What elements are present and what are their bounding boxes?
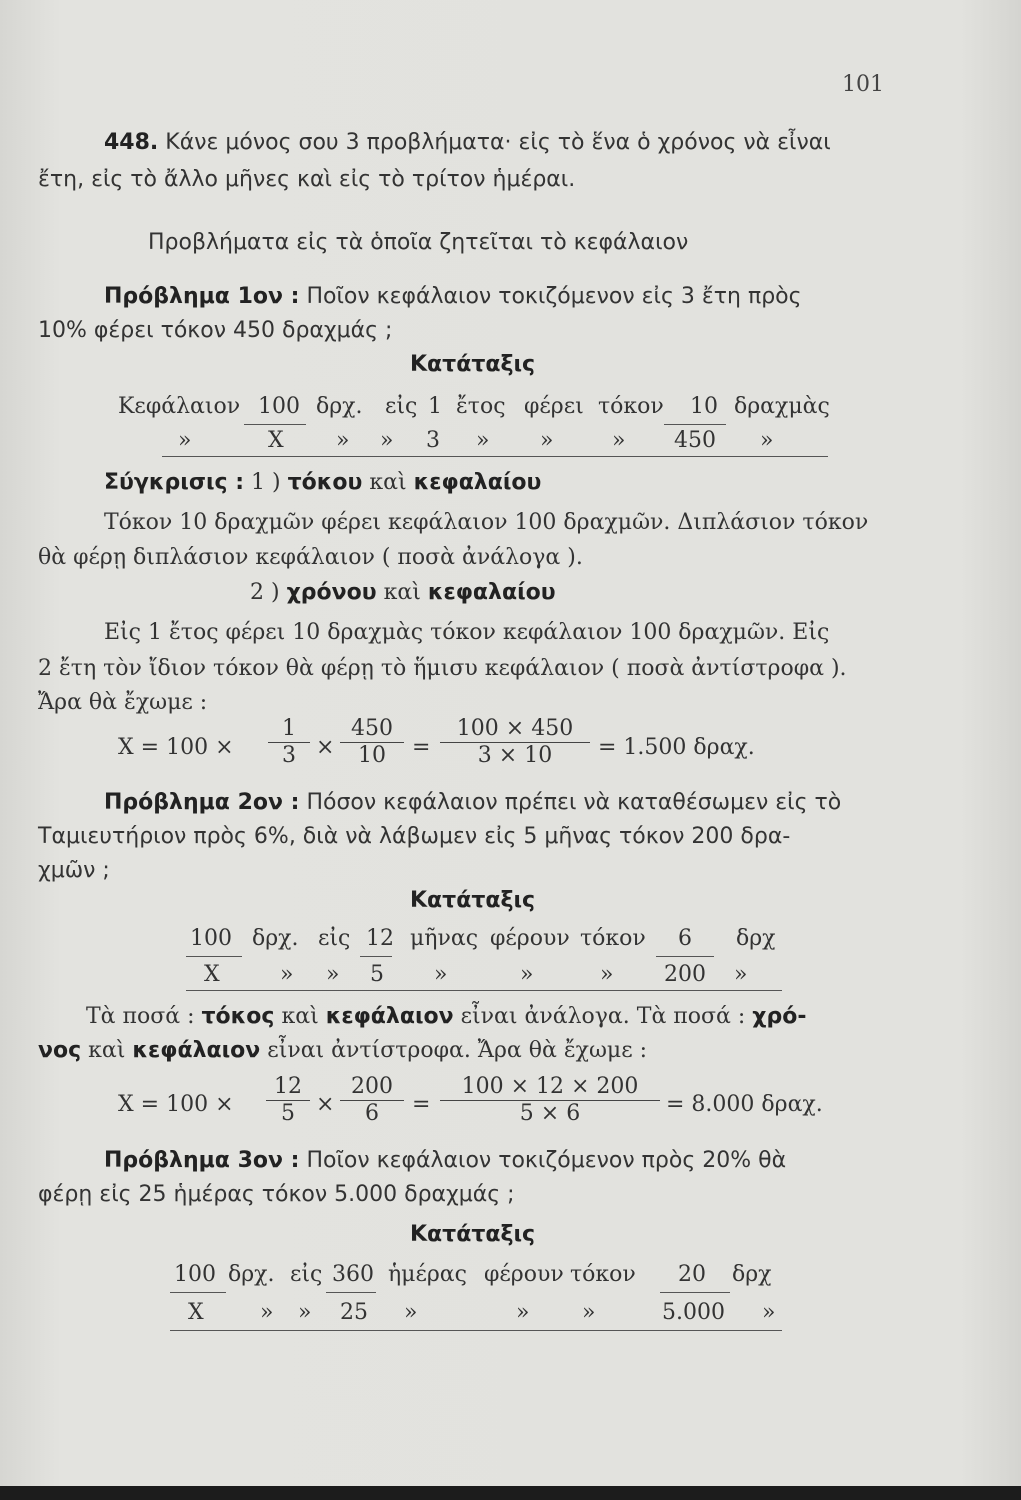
problem3-label: Πρόβλημα 3ον :: [104, 1148, 300, 1173]
p1-row2-c2: »: [336, 428, 350, 453]
p3-row2-c7: 5.000: [662, 1300, 725, 1325]
p2-expl-t2: εἶναι ἀνάλογα. Τὰ ποσά :: [460, 1004, 746, 1029]
scan-edge: [0, 1486, 1021, 1500]
p1-row1-c9: δραχμὰς: [734, 394, 830, 419]
f2-fraction-1: [266, 1074, 310, 1127]
p1-row2-c1: X: [268, 428, 284, 453]
p1-row2-c6: »: [540, 428, 554, 453]
problem1-label: Πρόβλημα 1ον :: [104, 284, 300, 309]
p1-row1-c0: Κεφάλαιον: [118, 394, 241, 419]
f2-frac1-num: 12: [266, 1074, 310, 1101]
p2-row2-c1: »: [280, 962, 294, 987]
p2-fraction-bar-3: [656, 956, 714, 957]
p2-fraction-bar-2: [360, 956, 392, 957]
p1-row2-c0: »: [178, 428, 192, 453]
p2-row1-c3: 12: [366, 926, 394, 951]
problem3-text-1: Ποῖον κεφάλαιον τοκιζόμενον πρὸς 20% θὰ: [306, 1148, 787, 1173]
p1-para-3: Εἰς 1 ἔτος φέρει 10 δραχμὰς τόκον κεφάλαιον 100 δραχμῶν. Εἰς: [104, 620, 830, 645]
synkrisis-tokou: τόκου: [287, 470, 363, 495]
synkrisis-2-num: 2 ): [250, 580, 280, 605]
synkrisis-kai-1: καὶ: [369, 470, 407, 495]
p3-row1-c1: δρχ.: [228, 1262, 275, 1287]
p3-fraction-bar-1: [170, 1292, 226, 1293]
p1-para-5: Ἄρα θὰ ἔχωμε :: [38, 690, 208, 715]
p2-row1-c0: 100: [190, 926, 232, 951]
p2-expl-nos: νος: [38, 1038, 82, 1063]
synkrisis-kefalaiou-2: κεφαλαίου: [427, 580, 556, 605]
p2-row2-c6: »: [600, 962, 614, 987]
p2-table-rule: [186, 990, 782, 991]
f2-times: ×: [316, 1092, 335, 1117]
p2-expl-t3: εἶναι ἀντίστροφα. Ἄρα θὰ ἔχωμε :: [267, 1038, 648, 1063]
p2-row2-c7: 200: [664, 962, 706, 987]
f1-fraction-1: [268, 716, 310, 769]
p3-table-rule: [170, 1330, 782, 1331]
p2-row1-c5: φέρουν: [490, 926, 570, 951]
p2-expl-tokos: τόκος: [201, 1004, 275, 1029]
p2-expl-line2: [38, 1038, 647, 1063]
p3-row1-c2: εἰς: [290, 1262, 323, 1287]
p2-row1-c2: εἰς: [318, 926, 351, 951]
p1-fraction-bar-2: [664, 424, 726, 425]
f2-fraction-3: [440, 1074, 660, 1127]
synkrisis-chronou: χρόνου: [286, 580, 377, 605]
p1-para-4: 2 ἔτη τὸν ἴδιον τόκον θὰ φέρῃ τὸ ἥμισυ κεφάλαιον ( ποσὰ ἀντίστροφα ).: [38, 656, 847, 681]
problem1-text-1: Ποῖον κεφάλαιον τοκιζόμενον εἰς 3 ἔτη πρὸς: [306, 284, 802, 309]
p1-row2-c7: »: [612, 428, 626, 453]
p2-row2-c4: »: [434, 962, 448, 987]
problem2-line3: χμῶν ;: [38, 858, 110, 883]
synkrisis-2-line: [250, 580, 556, 605]
p1-para-1: Τόκον 10 δραχμῶν φέρει κεφάλαιον 100 δραχμῶν. Διπλάσιον τόκον: [104, 510, 869, 535]
synkrisis-1-line: [104, 470, 541, 495]
f1-frac3-num: 100 × 450: [440, 716, 590, 743]
p1-table-rule: [162, 456, 828, 457]
p1-row2-c9: »: [760, 428, 774, 453]
p2-expl-t1: Τὰ ποσά :: [86, 1004, 195, 1029]
p1-row1-c8: 10: [690, 394, 718, 419]
f1-times: ×: [316, 735, 335, 760]
p1-row1-c1: 100: [258, 394, 300, 419]
p1-para-2: θὰ φέρῃ διπλάσιον κεφάλαιον ( ποσὰ ἀνάλογα ).: [38, 545, 583, 570]
p2-row1-c8: δρχ: [736, 926, 776, 951]
p2-row1-c1: δρχ.: [252, 926, 299, 951]
p3-row2-c6: »: [582, 1300, 596, 1325]
problem2-line2: Ταμιευτήριον πρὸς 6%, διὰ νὰ λάβωμεν εἰς 5 μῆνας τόκον 200 δρα-: [38, 824, 791, 849]
f2-eq: =: [412, 1092, 431, 1117]
p1-row2-c8: 450: [674, 428, 716, 453]
p1-row1-c7: τόκον: [598, 394, 664, 419]
section-heading: Προβλήματα εἰς τὰ ὁποῖα ζητεῖται τὸ κεφάλαιον: [148, 230, 689, 255]
p3-row2-c2: »: [298, 1300, 312, 1325]
p2-expl-kefalaion-1: κεφάλαιον: [325, 1004, 454, 1029]
p1-row1-c4: 1: [428, 394, 442, 419]
p3-row2-c1: »: [260, 1300, 274, 1325]
synkrisis-kai-2: καὶ: [383, 580, 421, 605]
exercise-number: 448.: [104, 130, 159, 155]
synkrisis-kefalaiou-1: κεφαλαίου: [413, 470, 542, 495]
p2-row1-c7: 6: [678, 926, 692, 951]
f1-frac3-den: 3 × 10: [477, 743, 553, 768]
p2-row2-c3: 5: [370, 962, 384, 987]
synkrisis-label: Σύγκρισις :: [104, 470, 245, 495]
exercise-448-line2: ἔτη, εἰς τὸ ἄλλο μῆνες καὶ εἰς τὸ τρίτον ἡμέραι.: [38, 167, 576, 192]
p3-row1-c4: ἡμέρας: [388, 1262, 467, 1287]
page-number: 101: [842, 72, 884, 97]
p3-row1-c7: 20: [678, 1262, 706, 1287]
exercise-text-1: Κάνε μόνος σου 3 προβλήματα· εἰς τὸ ἕνα ὁ χρόνος νὰ εἶναι: [165, 130, 831, 155]
p2-row1-c4: μῆνας: [410, 926, 479, 951]
f1-frac1-den: 3: [282, 743, 296, 768]
p1-row2-c4: 3: [426, 428, 440, 453]
p1-row1-c3: εἰς: [385, 394, 418, 419]
problem3-katataxis: Κατάταξις: [410, 1222, 536, 1247]
p3-fraction-bar-2: [326, 1292, 376, 1293]
p3-row2-c0: X: [188, 1300, 204, 1325]
p3-row1-c6: τόκον: [570, 1262, 636, 1287]
p2-expl-kai-1: καὶ: [281, 1004, 319, 1029]
problem3-line1: [104, 1148, 786, 1173]
p2-row2-c5: »: [520, 962, 534, 987]
f2-lhs: X = 100 ×: [118, 1092, 234, 1117]
f1-result: = 1.500 δραχ.: [598, 735, 755, 760]
p2-expl-kefalaion-2: κεφάλαιον: [132, 1038, 261, 1063]
p3-row2-c5: »: [516, 1300, 530, 1325]
p1-row1-c2: δρχ.: [316, 394, 363, 419]
f1-frac2-num: 450: [340, 716, 404, 743]
f1-fraction-3: [440, 716, 590, 769]
p2-expl-chro: χρό-: [752, 1004, 807, 1029]
f1-frac2-den: 10: [358, 743, 386, 768]
f1-frac1-num: 1: [268, 716, 310, 743]
f1-fraction-2: [340, 716, 404, 769]
p3-fraction-bar-3: [660, 1292, 730, 1293]
p3-row1-c5: φέρουν: [484, 1262, 564, 1287]
problem1-katataxis: Κατάταξις: [410, 352, 536, 377]
problem2-katataxis: Κατάταξις: [410, 888, 536, 913]
problem2-line1: [104, 790, 841, 815]
p3-row1-c3: 360: [332, 1262, 374, 1287]
p2-row1-c6: τόκον: [580, 926, 646, 951]
p1-row1-c5: ἔτος: [456, 394, 506, 419]
f2-frac2-den: 6: [365, 1101, 379, 1126]
p3-row2-c3: 25: [340, 1300, 368, 1325]
exercise-448-line1: [104, 130, 831, 155]
problem2-text-1: Πόσον κεφάλαιον πρέπει νὰ καταθέσωμεν εἰς τὸ: [306, 790, 842, 815]
f2-frac3-num: 100 × 12 × 200: [440, 1074, 660, 1101]
p2-row2-c8: »: [734, 962, 748, 987]
problem1-line2: 10% φέρει τόκον 450 δραχμάς ;: [38, 318, 393, 343]
p3-row2-c8: »: [762, 1300, 776, 1325]
problem2-label: Πρόβλημα 2ον :: [104, 790, 300, 815]
p1-row1-c6: φέρει: [524, 394, 584, 419]
p1-row2-c3: »: [380, 428, 394, 453]
p3-row2-c4: »: [404, 1300, 418, 1325]
f2-result: = 8.000 δραχ.: [666, 1092, 823, 1117]
problem3-line2: φέρῃ εἰς 25 ἡμέρας τόκον 5.000 δραχμάς ;: [38, 1182, 515, 1207]
f2-frac3-den: 5 × 6: [519, 1101, 581, 1126]
synkrisis-1-num: 1 ): [251, 470, 281, 495]
p3-row1-c0: 100: [174, 1262, 216, 1287]
f2-frac2-num: 200: [340, 1074, 404, 1101]
f2-frac1-den: 5: [281, 1101, 295, 1126]
p1-row2-c5: »: [476, 428, 490, 453]
f1-eq: =: [412, 735, 431, 760]
f2-fraction-2: [340, 1074, 404, 1127]
p2-row2-c2: »: [326, 962, 340, 987]
p2-fraction-bar-1: [186, 956, 242, 957]
p2-expl-kai-2: καὶ: [88, 1038, 126, 1063]
problem1-line1: [104, 284, 802, 309]
p2-row2-c0: X: [204, 962, 220, 987]
f1-lhs: X = 100 ×: [118, 735, 234, 760]
p2-expl-line1: [86, 1004, 806, 1029]
p3-row1-c8: δρχ: [732, 1262, 772, 1287]
p1-fraction-bar-1: [244, 424, 306, 425]
